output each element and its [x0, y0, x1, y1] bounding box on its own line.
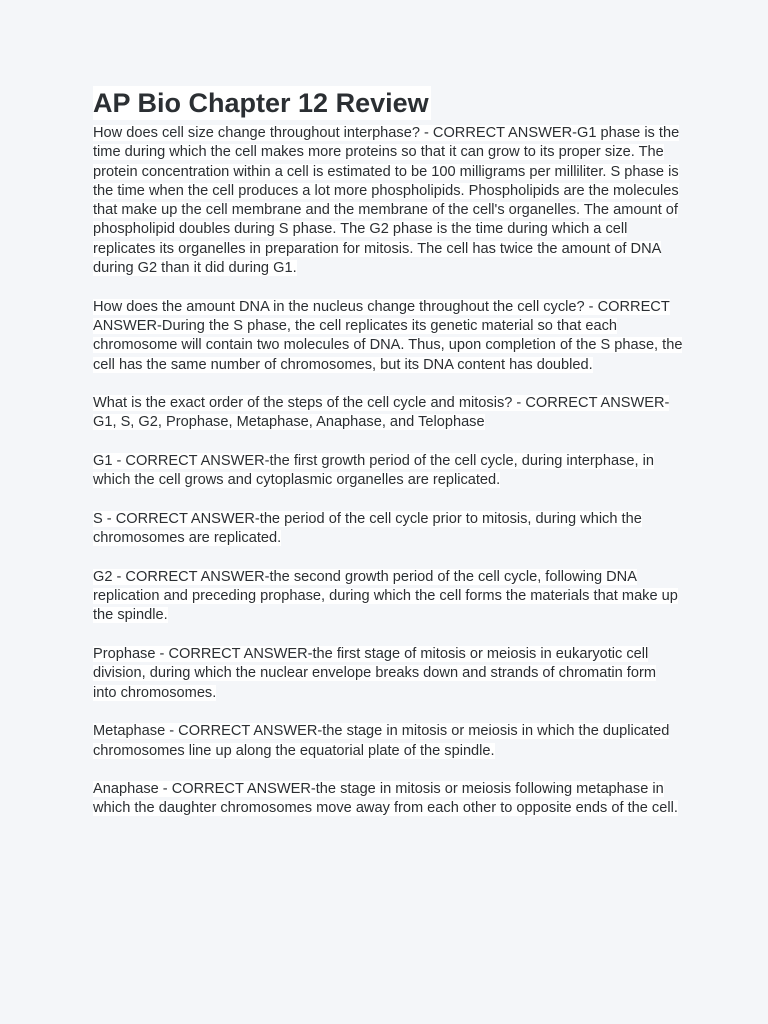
qa-entry-prophase [93, 645, 683, 703]
entry-text: Prophase - CORRECT ANSWER-the first stage of mitosis or meiosis in eukaryotic cell division, during which the nuclear envelope breaks down and strands of chromatin form into chromosomes. [93, 646, 656, 701]
qa-entry-cell-cycle-order [93, 394, 683, 433]
entry-text: Anaphase - CORRECT ANSWER-the stage in mitosis or meiosis following metaphase in which the daughter chromosomes move away from each other to opposite ends of the cell. [93, 781, 678, 817]
entry-text: How does cell size change throughout interphase? - CORRECT ANSWER-G1 phase is the time during which the cell makes more proteins so that it can grow to its proper size. The protein concentration within a cell is estimated to be 100 milligrams per milliliter. S phase is the time when the cell produces a lot more phospholipids. Phospholipids are the molecules that make up the cell membrane and the membrane of the cell's organelles. The amount of phospholipid doubles during S phase. The G2 phase is the time during which a cell replicates its organelles in preparation for mitosis. The cell has twice the amount of DNA during G2 than it did during G1. [93, 125, 680, 277]
qa-entry-anaphase [93, 780, 683, 819]
qa-entry-metaphase [93, 722, 683, 761]
qa-entry-cell-size [93, 124, 683, 278]
qa-entry-g1 [93, 452, 683, 491]
qa-entry-g2 [93, 568, 683, 626]
document-content [93, 86, 683, 838]
qa-entry-dna-amount [93, 298, 683, 375]
entry-text: S - CORRECT ANSWER-the period of the cell cycle prior to mitosis, during which the chromosomes are replicated. [93, 510, 642, 547]
entry-text: Metaphase - CORRECT ANSWER-the stage in mitosis or meiosis in which the duplicated chromosomes line up along the equatorial plate of the spindle. [93, 723, 670, 759]
entry-text: How does the amount DNA in the nucleus change throughout the cell cycle? - CORRECT ANSWER-During the S phase, the cell replicates its genetic material so that each chromosome will contain two molecules of DNA. Thus, upon completion of the S phase, the cell has the same number of chromosomes, but its DNA content has doubled. [93, 298, 683, 373]
qa-entry-s [93, 510, 683, 549]
page-title: AP Bio Chapter 12 Review [93, 88, 429, 118]
entry-text: G1 - CORRECT ANSWER-the first growth period of the cell cycle, during interphase, in which the cell grows and cytoplasmic organelles are replicated. [93, 453, 654, 489]
entry-text: G2 - CORRECT ANSWER-the second growth period of the cell cycle, following DNA replication and preceding prophase, during which the cell forms the materials that make up the spindle. [93, 568, 678, 624]
entry-text: What is the exact order of the steps of the cell cycle and mitosis? - CORRECT ANSWER-G1, S, G2, Prophase, Metaphase, Anaphase, and Telophase [93, 395, 670, 431]
